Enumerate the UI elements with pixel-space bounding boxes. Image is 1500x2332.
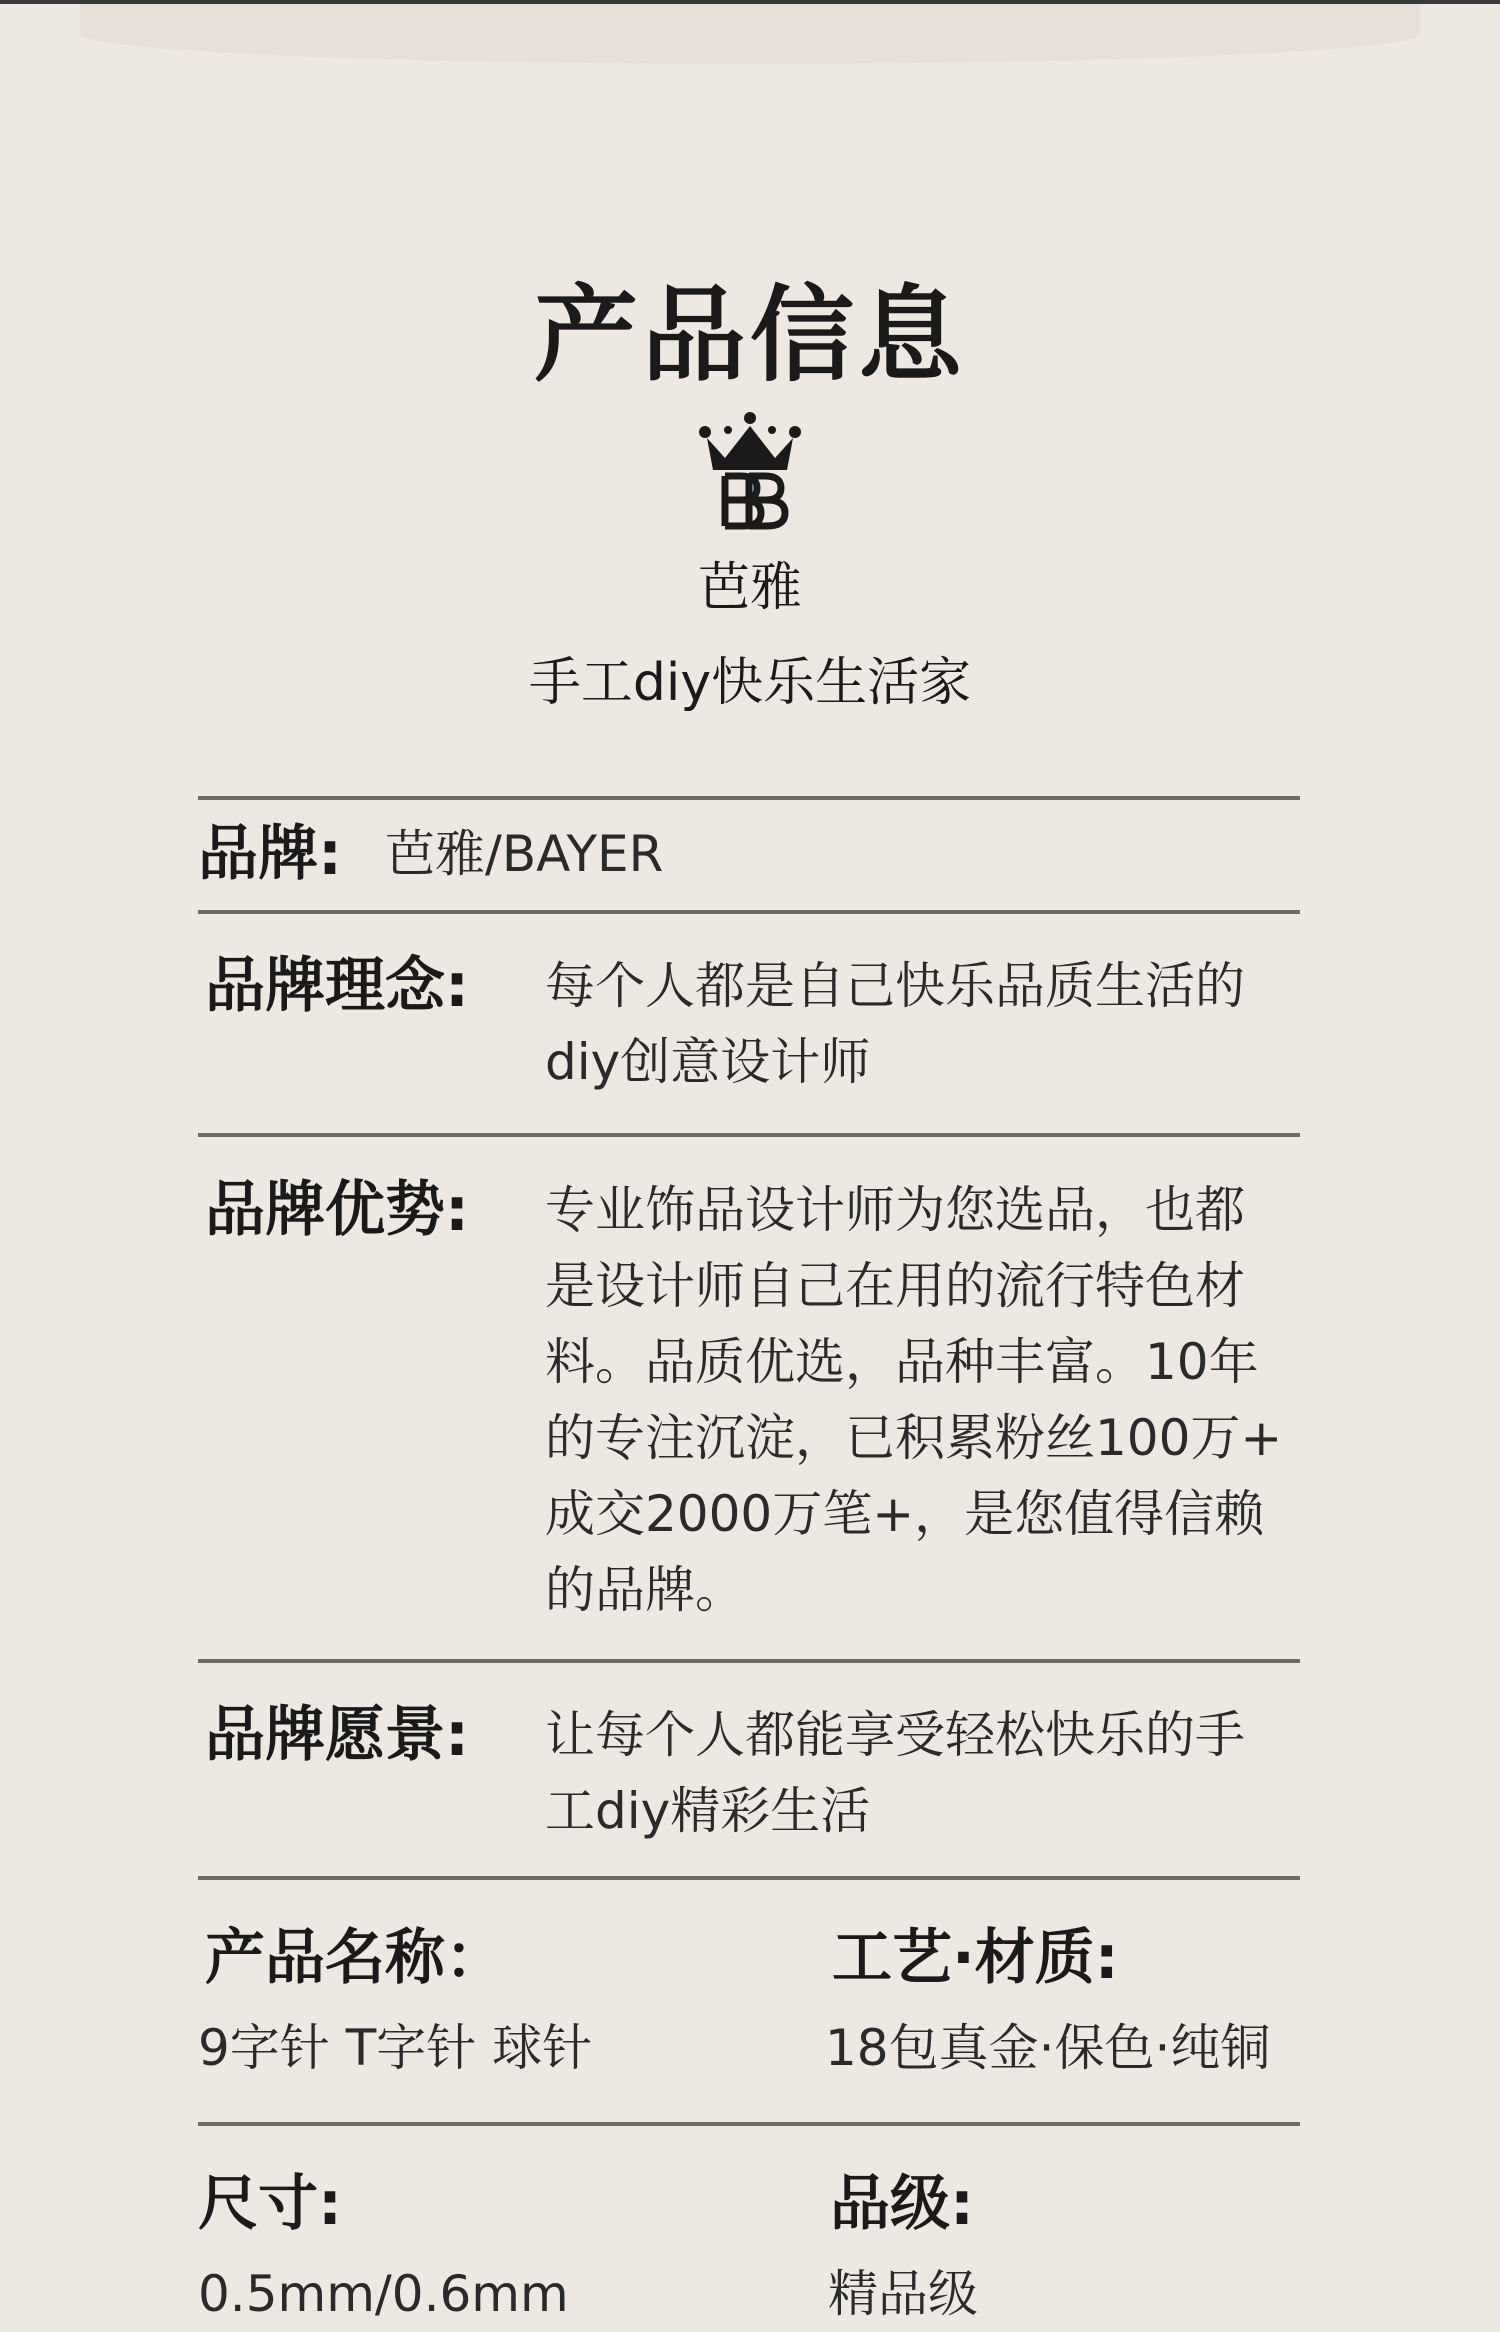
advantage-line: 的专注沉淀，已积累粉丝100万+ <box>545 1409 1283 1467</box>
page-title: 产品信息 <box>533 274 966 396</box>
vision-line: 工diy精彩生活 <box>545 1782 871 1840</box>
size-label: 尺寸: <box>198 2169 342 2239</box>
brand-label: 品牌: <box>198 819 342 889</box>
concept-text <box>545 948 1325 1100</box>
divider <box>198 1876 1300 1880</box>
divider <box>198 2122 1300 2126</box>
vision-label: 品牌愿景: <box>205 1700 469 1770</box>
divider <box>198 1659 1300 1663</box>
concept-label: 品牌理念: <box>205 951 469 1021</box>
concept-line: diy创意设计师 <box>545 1033 871 1091</box>
grade-label: 品级: <box>830 2169 974 2239</box>
grade-value: 精品级 <box>828 2265 978 2323</box>
vision-text <box>545 1697 1325 1849</box>
size-value: 0.5mm/0.6mm <box>198 2265 569 2323</box>
crown-icon <box>699 412 801 470</box>
concept-line: 每个人都是自己快乐品质生活的 <box>545 957 1245 1015</box>
advantage-line: 的品牌。 <box>545 1561 745 1619</box>
craft-value: 18包真金·保色·纯铜 <box>825 2019 1271 2077</box>
advantage-line: 成交2000万笔+，是您值得信赖 <box>545 1485 1265 1543</box>
vision-line: 让每个人都能享受轻松快乐的手 <box>545 1706 1245 1764</box>
advantage-label: 品牌优势: <box>205 1175 469 1245</box>
brand-crown-logo <box>695 410 805 530</box>
brand-value: 芭雅/BAYER <box>385 825 664 883</box>
advantage-line: 是设计师自己在用的流行特色材 <box>545 1257 1245 1315</box>
advantage-line: 专业饰品设计师为您选品，也都 <box>545 1181 1245 1239</box>
product-name-value: 9字针 T字针 球针 <box>198 2019 593 2077</box>
bb-monogram-icon <box>725 476 785 526</box>
divider <box>198 910 1300 914</box>
divider <box>198 1133 1300 1137</box>
advantage-text <box>545 1172 1325 1628</box>
product-name-label: 产品名称： <box>205 1923 505 1993</box>
top-shadow <box>80 4 1420 64</box>
advantage-line: 料。品质优选，品种丰富。10年 <box>545 1333 1259 1391</box>
divider <box>198 796 1300 800</box>
brand-slogan: 手工diy快乐生活家 <box>528 653 972 713</box>
brand-name: 芭雅 <box>697 558 802 618</box>
craft-label: 工艺·材质: <box>832 1923 1119 1993</box>
